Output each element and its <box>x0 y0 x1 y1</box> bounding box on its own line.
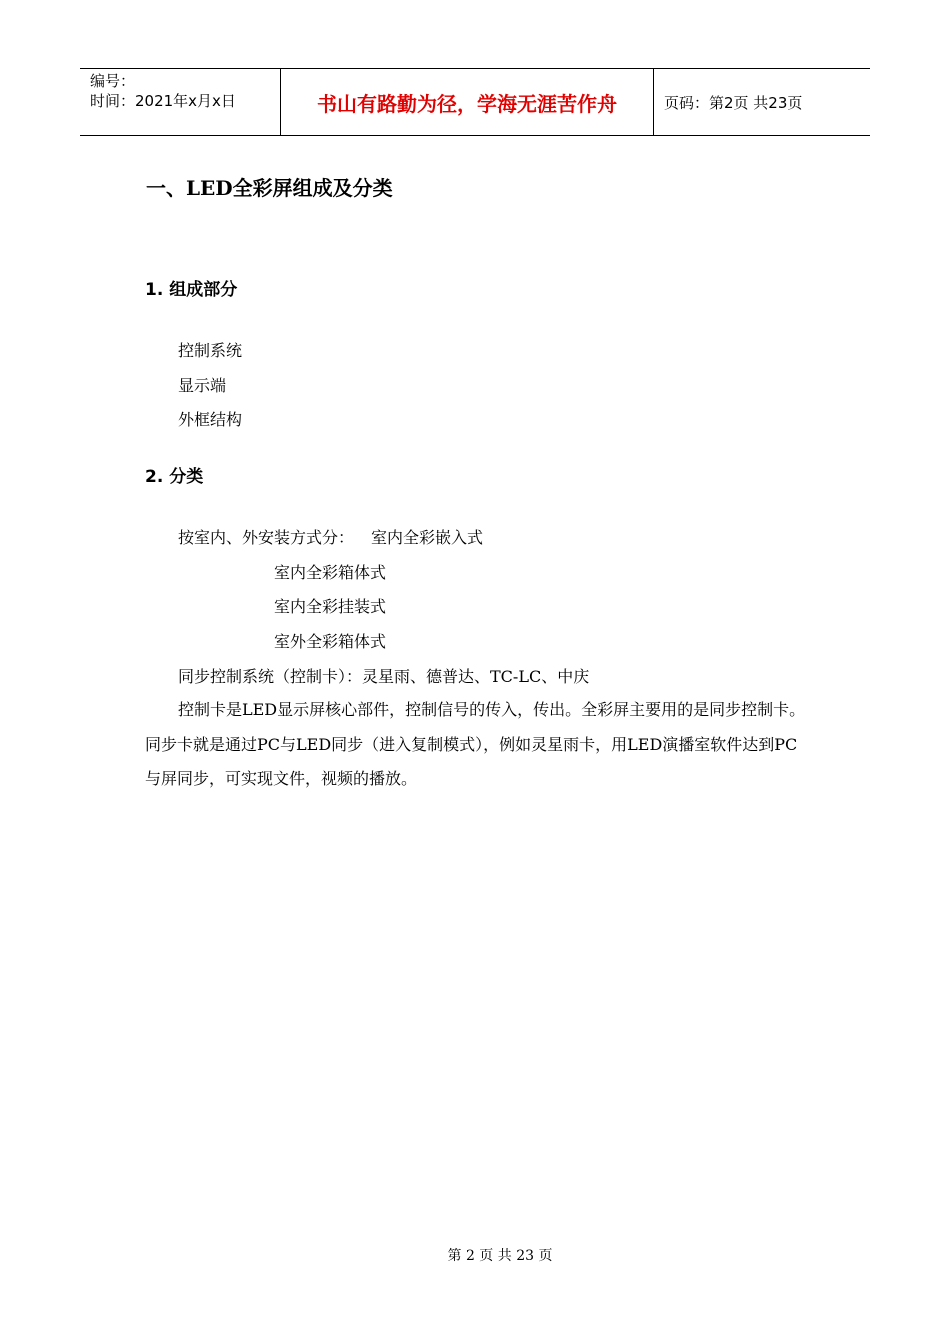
part1-heading: 1. 组成部分 <box>145 280 238 300</box>
install-type: 室内全彩箱体式 <box>274 563 387 582</box>
code-label: 编号： <box>90 72 136 90</box>
list-item: 控制系统 <box>178 341 243 360</box>
sync-control-line: 同步控制系统（控制卡）：灵星雨、德普达、TC-LC、中庆 <box>178 667 590 686</box>
page-footer: 第 2 页 共 23 页 <box>447 1248 553 1264</box>
part2-heading: 2. 分类 <box>145 467 204 487</box>
section-title: 一、LED全彩屏组成及分类 <box>146 176 393 200</box>
header-motto: 书山有路勤为径，学海无涯苦作舟 <box>281 69 654 135</box>
control-card-paragraph: 控制卡是LED显示屏核心部件，控制信号的传入，传出。全彩屏主要用的是同步控制卡。同步卡就是通过PC与LED同步（进入复制模式），例如灵星雨卡，用LED演播室软件达到PC与屏同步，可实现文件，视频的播放。 <box>145 700 806 788</box>
list-item: 外框结构 <box>178 410 243 429</box>
install-type: 室内全彩挂装式 <box>274 597 387 616</box>
time-label: 时间：2021年x月x日 <box>90 92 236 110</box>
install-type: 室内全彩嵌入式 <box>371 528 484 547</box>
install-label: 按室内、外安装方式分： <box>178 528 355 547</box>
page-header <box>80 68 870 136</box>
install-type: 室外全彩箱体式 <box>274 632 387 651</box>
header-meta <box>80 69 281 135</box>
header-page-info: 页码：第2页 共23页 <box>664 93 803 112</box>
list-item: 显示端 <box>178 376 227 395</box>
